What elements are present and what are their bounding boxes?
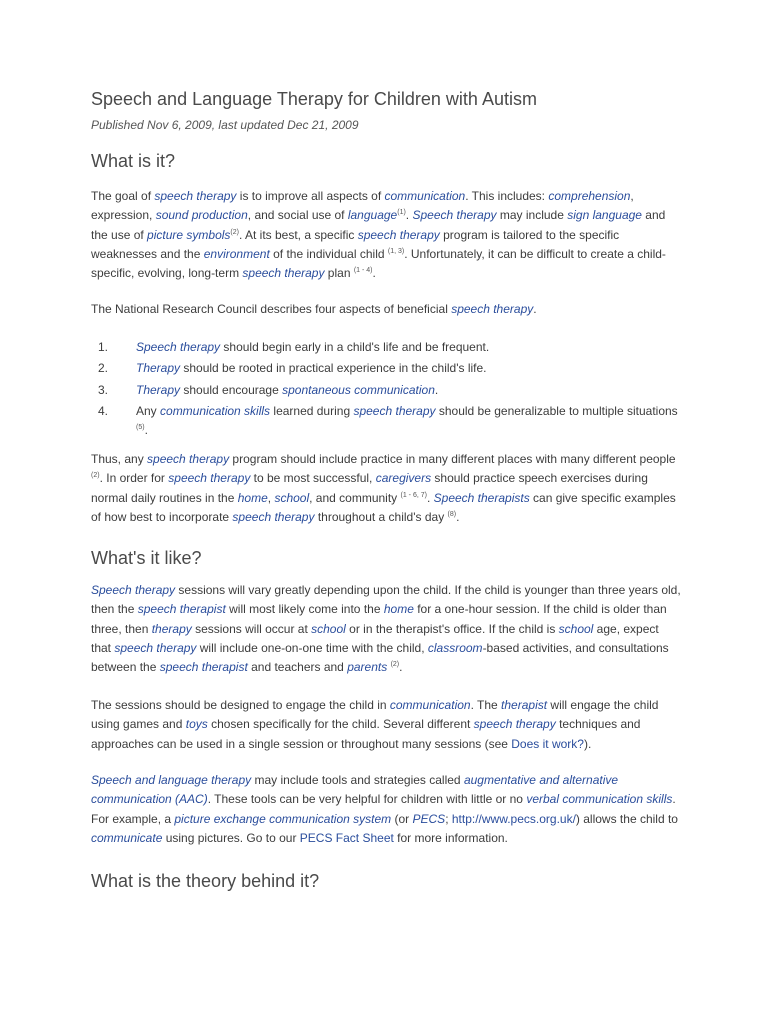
inline-link[interactable]: speech therapy (154, 189, 237, 203)
inline-link[interactable]: spontaneous communication (282, 383, 435, 397)
text-run: , and social use of (247, 208, 348, 223)
inline-link[interactable]: picture symbols (147, 227, 231, 242)
text-run: ) allows the child to (575, 811, 678, 826)
reference-marker: (1, 3) (387, 247, 405, 255)
text-run: . (372, 266, 376, 281)
inline-link[interactable]: picture exchange communication system (174, 811, 392, 826)
text-run: throughout a child's day (314, 509, 448, 524)
reference-marker: (1) (397, 209, 406, 217)
inline-link[interactable]: augmentative and alternative communication (AAC) (91, 773, 619, 807)
list-number: 4. (98, 404, 109, 418)
inline-link[interactable]: sound production (155, 208, 248, 223)
reference-marker: (2) (91, 472, 100, 480)
inline-link[interactable]: language (347, 208, 398, 223)
text-run: should encourage (180, 383, 283, 397)
inline-link[interactable]: school (311, 621, 346, 636)
text-run: will most likely come into the (225, 602, 384, 617)
paragraph-sessions (91, 581, 681, 677)
paragraph-nrc (91, 300, 681, 319)
text-run: of the individual child (269, 246, 388, 261)
inline-link[interactable]: school (274, 490, 310, 505)
text-run: will engage the child using games and (91, 698, 659, 732)
text-run: . In order for (99, 471, 169, 486)
inline-link[interactable]: home (237, 490, 268, 505)
text-run: for more information. (393, 830, 508, 845)
heading-theory: What is the theory behind it? (91, 871, 320, 891)
inline-link[interactable]: caregivers (375, 471, 432, 486)
inline-link[interactable]: PECS (412, 811, 446, 826)
text-run: . For example, a (91, 792, 676, 826)
text-run: ). (583, 736, 592, 751)
inline-link[interactable]: sign language (567, 208, 642, 223)
inline-link[interactable]: therapist (501, 698, 548, 712)
inline-link[interactable]: verbal communication skills (526, 792, 673, 807)
reference-marker: (1 - 6, 7) (400, 491, 427, 499)
list-item (91, 338, 681, 357)
text-run: may include tools and strategies called (251, 773, 464, 787)
text-run: learned during (270, 404, 354, 418)
reference-marker: (2) (230, 228, 239, 236)
text-run: -based activities, and consultations between the (91, 640, 669, 675)
text-run: to be most successful, (250, 471, 376, 486)
text-run: chosen specifically for the child. Several different (207, 717, 474, 732)
inline-link[interactable]: speech therapy (232, 509, 315, 524)
heading-whats-it-like: What's it like? (91, 548, 202, 568)
reference-marker: (5) (136, 424, 145, 432)
text-run: . (405, 208, 413, 223)
inline-link[interactable]: communication skills (160, 404, 271, 418)
text-run: program is tailored to the specific weaknesses and the (91, 227, 620, 261)
text-run: . (434, 383, 439, 397)
text-run: using pictures. Go to our (162, 830, 300, 845)
inline-link[interactable]: school (558, 621, 594, 636)
text-run: sessions will vary greatly depending upon the child. If the child is younger than three years old, then the (91, 583, 681, 617)
list-number: 1. (98, 340, 109, 354)
list-item (91, 402, 681, 441)
reference-marker: (8) (447, 510, 457, 518)
inline-link[interactable]: PECS Fact Sheet (299, 830, 394, 845)
text-run: should be rooted in practical experience in the child's life. (180, 361, 487, 375)
inline-link[interactable]: speech therapy (147, 452, 230, 466)
inline-link[interactable]: speech therapy (168, 471, 251, 486)
text-run: will include one-on-one time with the child, (196, 640, 428, 655)
inline-link[interactable]: speech therapy (473, 717, 556, 732)
text-run: , expression, (91, 189, 634, 223)
text-run: . (533, 302, 537, 316)
text-run: , (267, 490, 275, 505)
list-text (91, 381, 681, 400)
text-run: (or (391, 811, 413, 826)
text-run: sessions will occur at (191, 621, 312, 636)
inline-link[interactable]: Therapy (136, 383, 181, 397)
inline-link[interactable]: speech therapy (357, 227, 440, 242)
text-run: should practice speech exercises during normal daily routines in the (91, 471, 648, 505)
text-run: . These tools can be very helpful for children with little or no (207, 792, 527, 807)
text-run: program should include practice in many different places with many different people (229, 452, 676, 466)
paragraph-engage (91, 696, 681, 754)
list-number: 3. (98, 383, 109, 397)
page-title: Speech and Language Therapy for Children with Autism (91, 89, 537, 109)
inline-link[interactable]: comprehension (548, 189, 631, 203)
inline-link[interactable]: parents (347, 660, 388, 675)
list-item (91, 381, 681, 400)
inline-link[interactable]: Speech therapists (433, 490, 530, 505)
text-run: The National Research Council describes four aspects of beneficial (91, 302, 452, 316)
inline-link[interactable]: toys (185, 717, 208, 732)
text-run: plan (324, 266, 354, 281)
list-item (91, 359, 681, 378)
inline-link[interactable]: speech therapist (159, 660, 248, 675)
publish-date: Published Nov 6, 2009, last updated Dec 21, 2009 (91, 118, 359, 132)
text-run: . At its best, a specific (238, 227, 358, 242)
inline-link[interactable]: Does it work? (511, 736, 584, 751)
inline-link[interactable]: communication (389, 698, 471, 712)
list-text (91, 338, 681, 357)
inline-link[interactable]: speech therapy (242, 266, 325, 281)
text-run: . (456, 509, 460, 524)
text-run: . The (470, 698, 502, 712)
inline-link[interactable]: http://www.pecs.org.uk/ (451, 811, 576, 826)
reference-marker: (2) (390, 661, 400, 669)
inline-link[interactable]: home (383, 602, 414, 617)
text-run: can give specific examples of how best to incorporate (91, 490, 676, 524)
text-run: or in the therapist's office. If the child is (345, 621, 559, 636)
text-run: for a one-hour session. If the child is older than three, then (91, 602, 667, 636)
inline-link[interactable]: communication (384, 189, 466, 203)
text-run: is to improve all aspects of (236, 189, 385, 203)
inline-link[interactable]: Therapy (136, 361, 181, 375)
paragraph-aac (91, 771, 681, 848)
inline-link[interactable]: speech therapy (353, 404, 436, 418)
text-run: . Unfortunately, it can be difficult to create a child-specific, evolving, long-term (91, 246, 666, 281)
list-text (91, 402, 681, 441)
heading-what-is-it: What is it? (91, 151, 176, 171)
text-run: The goal of (91, 189, 155, 203)
text-run: Any (136, 404, 161, 418)
text-run: ; (445, 811, 452, 826)
text-run: techniques and approaches can be used in a single session or throughout many sessions (see (91, 717, 641, 751)
text-run: age, expect that (91, 621, 659, 655)
inline-link[interactable]: speech therapist (137, 602, 226, 617)
inline-link[interactable]: Speech therapy (136, 340, 221, 354)
text-run: Thus, any (91, 452, 148, 466)
inline-link[interactable]: classroom (427, 640, 483, 655)
text-run: The sessions should be designed to engage the child in (91, 698, 390, 712)
inline-link[interactable]: Speech and language therapy (91, 773, 252, 787)
text-run: may include (496, 208, 568, 223)
inline-link[interactable]: speech therapy (451, 302, 534, 316)
inline-link[interactable]: speech therapy (114, 640, 197, 655)
inline-link[interactable]: environment (203, 246, 270, 261)
text-run: , and community (309, 490, 401, 505)
text-run: . (426, 490, 434, 505)
reference-marker: (1 - 4) (353, 267, 373, 275)
text-run: . (144, 423, 148, 438)
list-text (91, 359, 681, 378)
text-run: and the use of (91, 208, 666, 242)
inline-link[interactable]: therapy (151, 621, 192, 636)
paragraph-goal (91, 187, 681, 283)
paragraph-practice (91, 450, 681, 527)
inline-link[interactable]: Speech therapy (412, 208, 497, 223)
text-run: . (399, 660, 403, 675)
text-run: should begin early in a child's life and be frequent. (220, 340, 490, 354)
text-run: and teachers and (247, 660, 348, 675)
inline-link[interactable]: communicate (91, 830, 163, 845)
text-run: should be generalizable to multiple situations (435, 404, 678, 418)
list-number: 2. (98, 361, 109, 375)
text-run: . This includes: (465, 189, 549, 203)
inline-link[interactable]: Speech therapy (91, 583, 176, 597)
